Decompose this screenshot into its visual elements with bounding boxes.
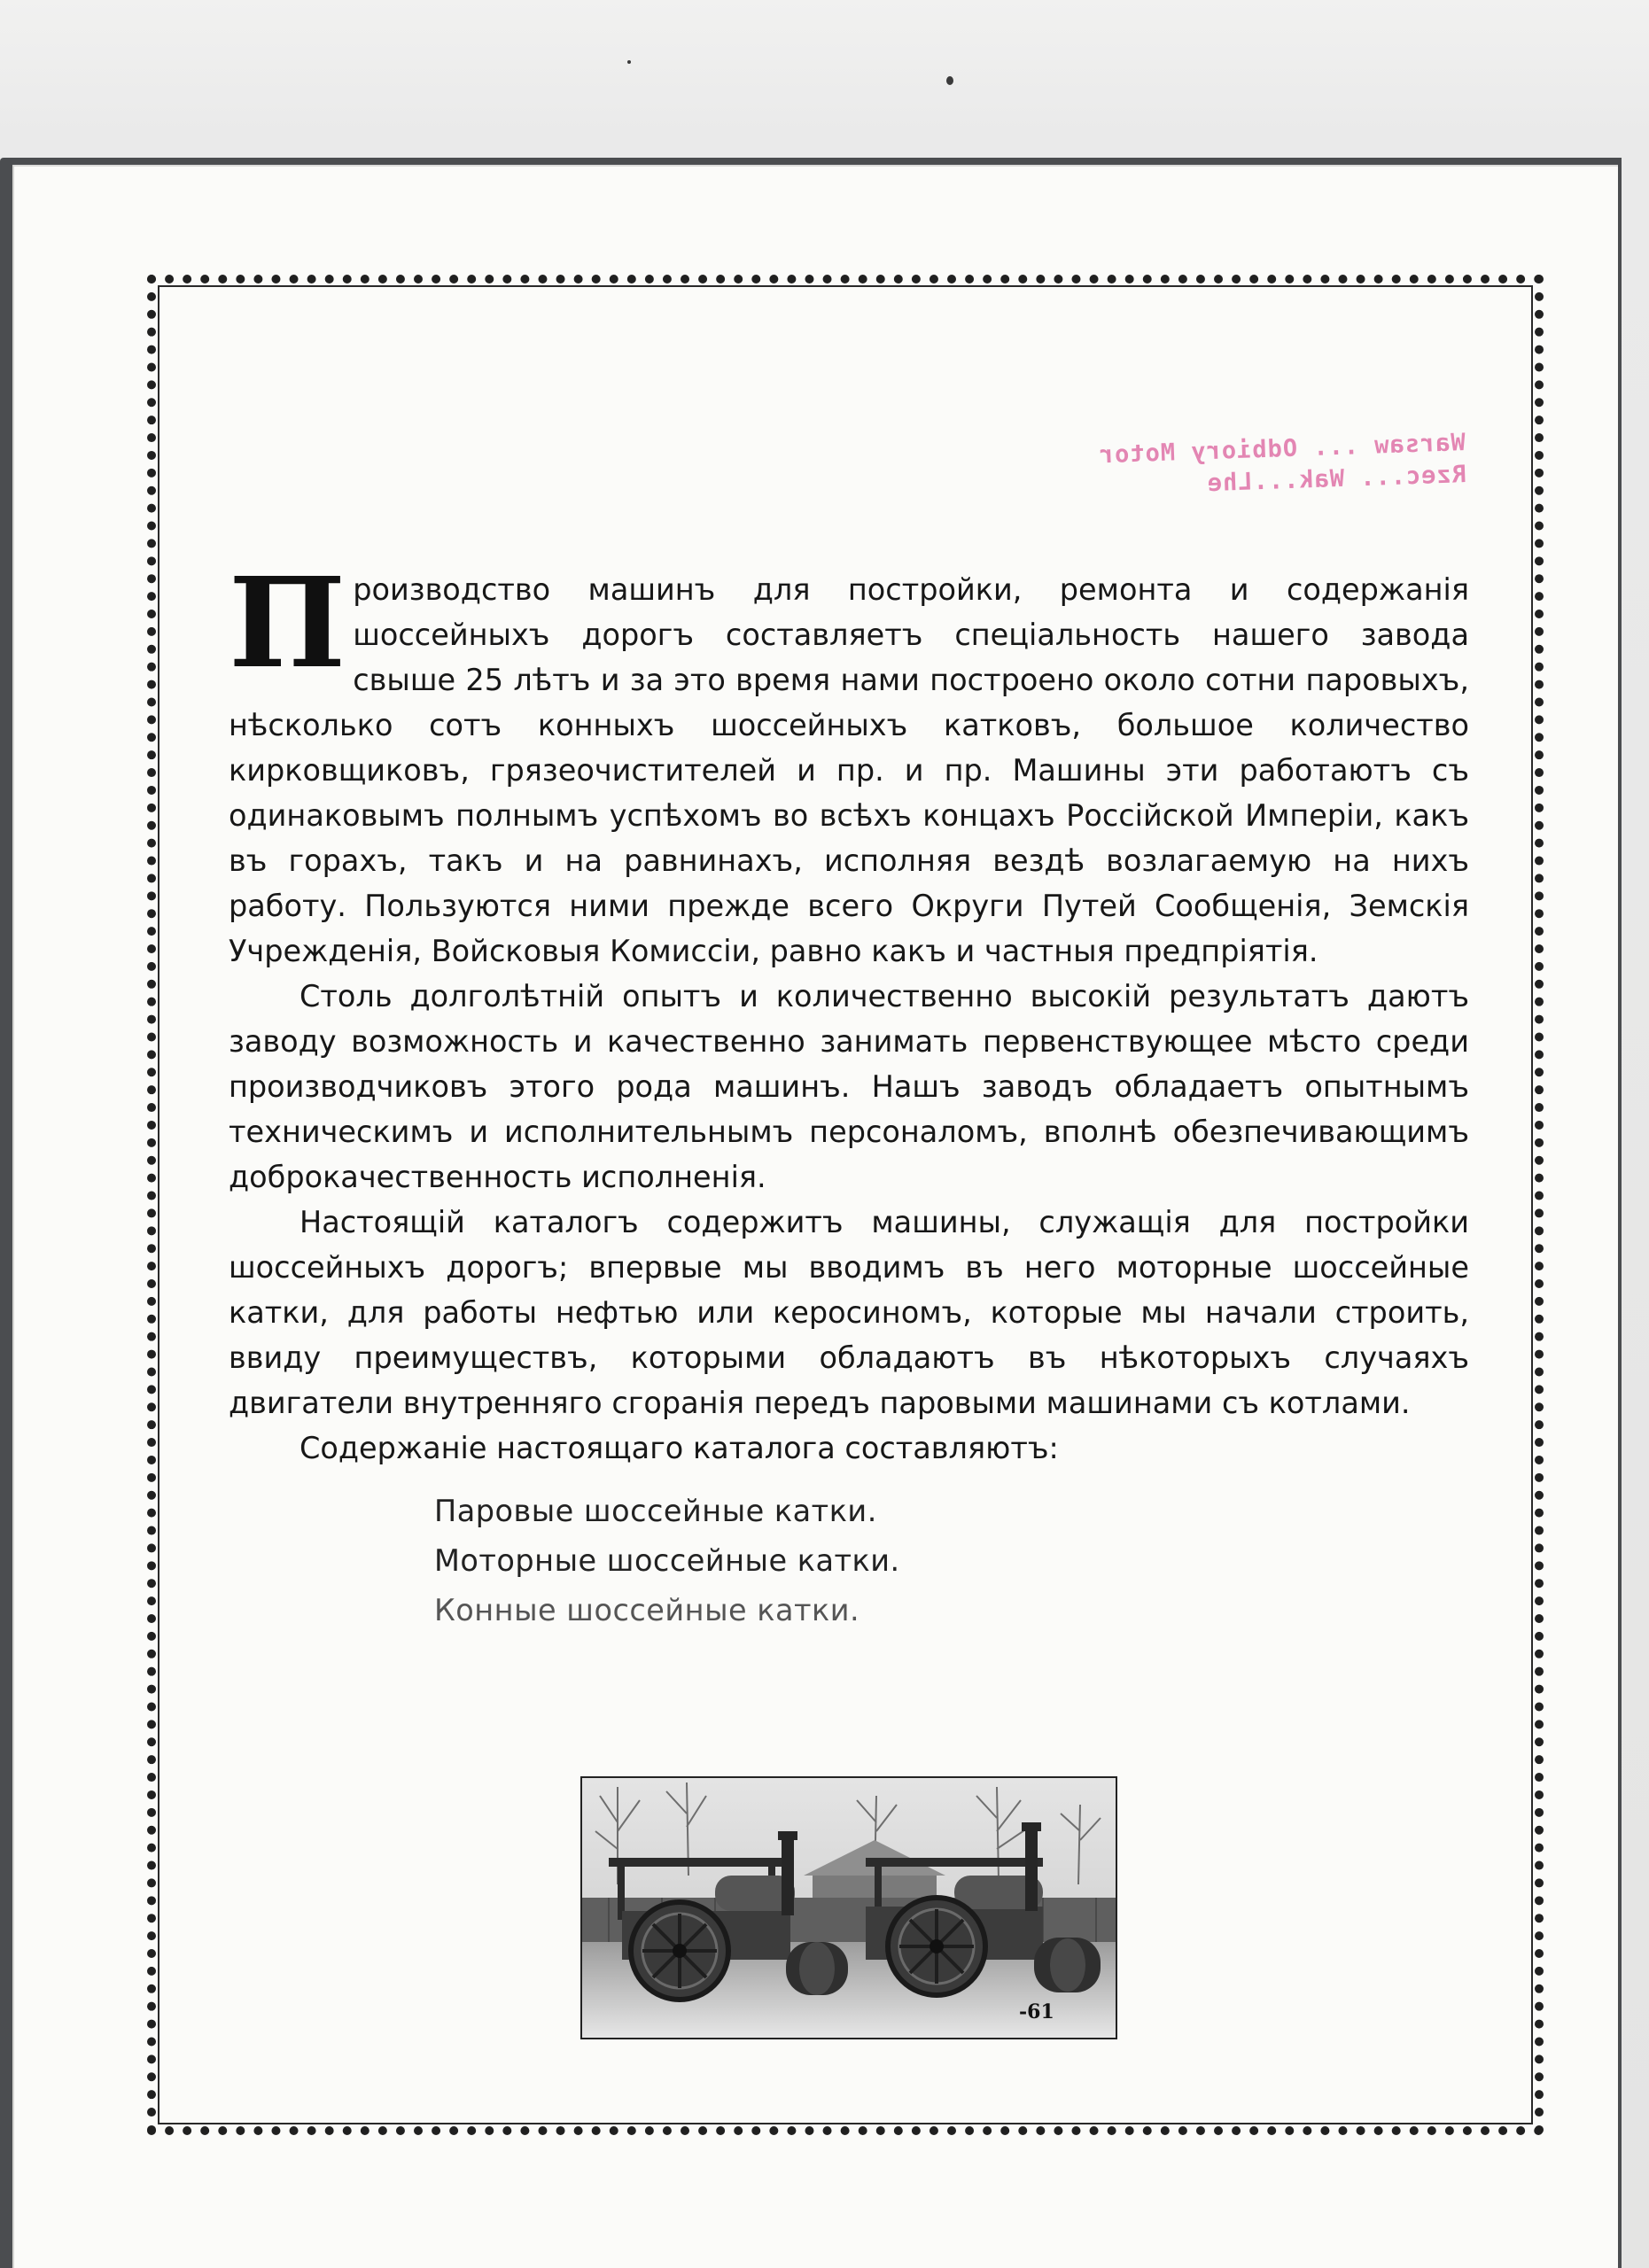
scan-speck — [627, 60, 631, 64]
contents-list — [434, 1487, 1469, 1635]
drop-cap-letter: П — [229, 551, 343, 696]
contents-item-steam-rollers: Паровые шоссейные катки. — [434, 1494, 877, 1528]
body-text — [229, 551, 1469, 1635]
photo-monogram: -61 — [1019, 2000, 1054, 2023]
stamp-line-2: Rzec... Wak...Lhe — [1206, 460, 1467, 498]
contents-item-horse-rollers: Конные шоссейные катки. — [434, 1593, 860, 1627]
contents-item-motor-rollers: Моторные шоссейные катки. — [434, 1543, 900, 1578]
stamp-line-1: Warsaw ... Odbiory Motor — [1098, 429, 1466, 470]
intro-paragraph — [229, 551, 1469, 974]
scan-speck — [946, 76, 953, 85]
experience-paragraph: Столь долголѣтній опытъ и количественно высокій результатъ даютъ заводу возможность и качественно занимать первенствующее мѣсто среди производчиковъ этого рода машинъ. Нашъ заводъ обладаетъ опытнымъ техническимъ и исполнительнымъ персоналомъ, вполнѣ обезпечивающимъ доброкачественность исполненія. — [229, 979, 1469, 1194]
ink-stamp — [1057, 427, 1467, 530]
catalog-paragraph: Настоящій каталогъ содержитъ машины, служащія для постройки шоссейныхъ дорогъ; впервые мы вводимъ въ него моторные шоссейные катки, для работы нефтью или керосиномъ, которые мы начали строить, ввиду преимуществъ, которыми обладаютъ въ нѣкоторыхъ случаяхъ двигатели внутренняго сгоранія передъ паровыми машинами съ котлами. — [229, 1205, 1469, 1420]
intro-paragraph-text: роизводство машинъ для постройки, ремонта и содержанія шоссейныхъ дорогъ составляетъ спеціальность нашего завода свыше 25 лѣтъ и за это время нами построено около сотни паровыхъ, нѣсколько сотъ конныхъ шоссейныхъ катковъ, большое количество кирковщиковъ, грязеочистителей и пр. и пр. Машины эти работаютъ съ одинаковымъ полнымъ успѣхомъ во всѣхъ концахъ Россійской Имперіи, какъ въ горахъ, такъ и на равнинахъ, исполняя вездѣ возлагаемую на нихъ работу. Пользуются ними прежде всего Округи Путей Сообщенія, Земскія Учрежденія, Войсковыя Комиссіи, равно какъ и частныя предпріятія. — [229, 572, 1469, 968]
contents-heading: Содержаніе настоящаго каталога составляютъ: — [299, 1431, 1059, 1465]
